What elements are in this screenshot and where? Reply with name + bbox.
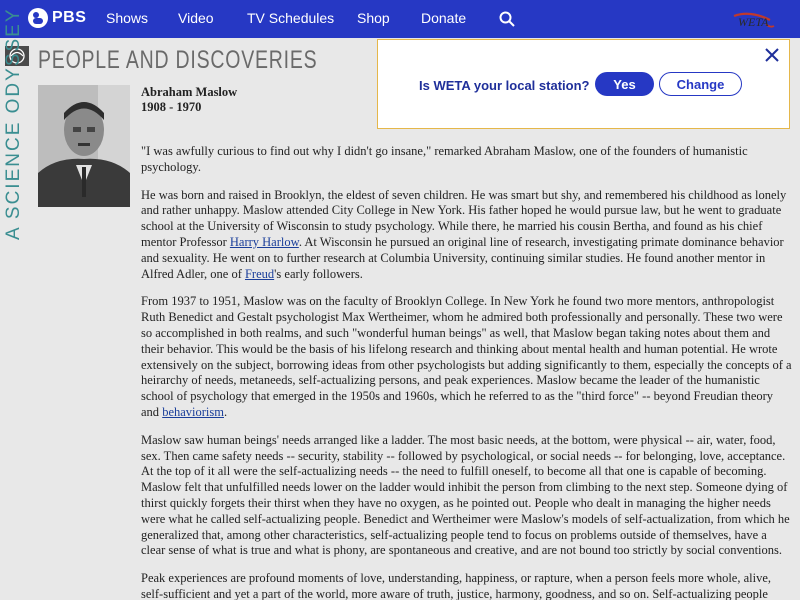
nav-link-video[interactable]: Video (178, 10, 214, 26)
person-name: Abraham Maslow (141, 85, 238, 99)
nav-link-tv-schedules[interactable]: TV Schedules (247, 10, 335, 26)
link-freud[interactable]: Freud (244, 266, 275, 281)
paragraph-3-text-a: From 1937 to 1951, Maslow was on the faculty of Brooklyn College. In New York he found two more mentors, anthropologist Ruth Benedict and Gestalt psychologist Max Wertheimer, whom he admired both professionally and personally. These two were so accomplished in both realms, and such "wonderful human beings" as well, that Maslow began taking notes about them and their behavior. This would be the basis of his lifelong research and thinking about mental health and human potential. He wrote extensively on the subject, borrowing ideas from other psychologists but adding significantly to them, especially the concepts of a heirarchy of needs, metaneeds, self-actualizing persons, and peak experiences. Maslow became the leader of the humanistic school of psychology that emerged in the 1950s and 1960s, which he referred to as the "third force" -- beyond Freudian theory and (141, 294, 792, 419)
paragraph-2-text-b: . At Wisconsin he pursued an original line of research, investigating primate dominance behavior and sexuality. He went on to further research at Columbia University, continuing similar studies. He found another mentor in Alfred Adler, one of (141, 234, 784, 281)
pbs-logo[interactable] (28, 8, 86, 28)
nav-link-shop[interactable]: Shop (357, 10, 390, 26)
paragraph-2 (141, 188, 793, 283)
search-icon[interactable] (499, 11, 515, 27)
person-name-block (141, 85, 237, 115)
pbs-head-icon (28, 8, 48, 28)
popup-question: Is WETA your local station? (419, 78, 590, 93)
nav-link-shows[interactable]: Shows (106, 10, 149, 26)
local-station-popup (377, 39, 790, 129)
article-body (141, 144, 793, 600)
paragraph-3 (141, 294, 793, 420)
paragraph-5: Peak experiences are profound moments of love, understanding, happiness, or rapture, when a person feels more whole, alive, self-sufficient and yet a part of the world, more aware of truth, justice, harmony, goodness, and so on. Self-actualizing people (141, 571, 772, 600)
change-button[interactable]: Change (659, 72, 742, 96)
pbs-brand-text: PBS (52, 9, 87, 26)
paragraph-3-text-b: . (223, 404, 228, 419)
paragraph-2-text-c: 's early followers. (274, 266, 363, 281)
yes-button[interactable]: Yes (595, 72, 654, 96)
portrait-photo (38, 85, 130, 207)
paragraph-2-text-a: He was born and raised in Brooklyn, the eldest of seven children. He was smart but shy, and remembered his childhood as lonely and rather unhappy. Maslow attended City College in New York. His father hoped he would pursue law, but he went to graduate school at the University of Wisconsin to study psychology. While there, he married his cousin Bertha, and found as his chief mentor Professor (141, 187, 787, 249)
paragraph-4: Maslow saw human beings' needs arranged like a ladder. The most basic needs, at the bottom, were physical -- air, water, food, sex. Then came safety needs -- security, stability -- followed by psychological, or social needs -- for belonging, love, acceptance. At the top of it all were the self-actualizing needs -- the need to fulfill oneself, to become all that one is capable of becoming. Maslow felt that unfulfilled needs lower on the ladder would inhibit the person from climbing to the next step. Someone dying of thirst quickly forgets their thirst when they have no oxygen, as he pointed out. People who dealt in managing the higher needs were what he called self-actualizing people. Benedict and Wertheimer were Maslow's models of self-actualization, from which he generalized that, among other characteristics, self-actualizing people tend to focus on problems outside of themselves, have a clear sense of what is true and what is phony, are spontaneous and creative, and are not bound too strictly by social conventions. (141, 432, 790, 558)
portrait-image (38, 85, 130, 207)
top-navigation (0, 0, 800, 38)
nav-link-donate[interactable]: Donate (421, 10, 467, 26)
close-icon[interactable] (765, 48, 779, 62)
paragraph-1: "I was awfully curious to find out why I didn't go insane," remarked Abraham Maslow, one of the founders of humanistic psychology. (141, 144, 748, 174)
vertical-series-title: A SCIENCE ODYSSEY (3, 7, 24, 240)
link-harry-harlow[interactable]: Harry Harlow (229, 234, 299, 249)
weta-logo-text: WETA (738, 15, 769, 29)
link-behaviorism[interactable]: behaviorism (162, 404, 224, 419)
section-title: PEOPLE AND DISCOVERIES (38, 46, 318, 74)
person-years: 1908 - 1970 (141, 100, 202, 114)
weta-logo[interactable] (730, 10, 776, 34)
